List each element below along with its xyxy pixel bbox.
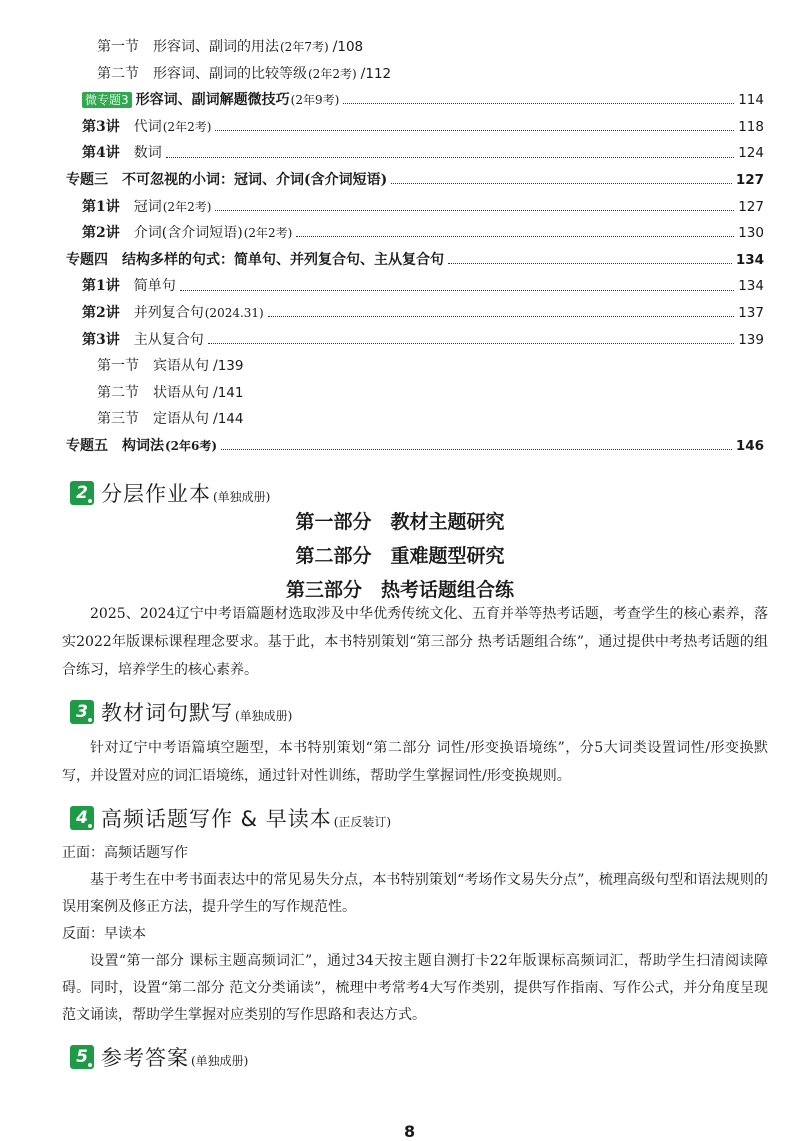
dot-leader — [166, 156, 734, 158]
toc-entry — [62, 87, 764, 114]
toc-entry-label — [97, 34, 279, 61]
toc-entry — [62, 140, 764, 167]
section-number-badge — [70, 806, 94, 830]
toc-entry-label — [82, 140, 162, 167]
toc-entry-label — [97, 61, 307, 88]
badge-number: 5 — [76, 1047, 88, 1067]
page-separator: / — [213, 384, 218, 401]
lecture-number: 第3讲 — [82, 118, 120, 135]
toc-entry-title: 专题四 结构多样的句式：简单句、并列复合句、主从复合句 — [66, 251, 444, 268]
badge-number: 4 — [76, 808, 88, 828]
toc-page-number: 130 — [738, 225, 764, 242]
lecture-number: 第2讲 — [82, 304, 120, 321]
toc-page-number: 146 — [735, 437, 764, 454]
toc-entry-title: 介词(含介词短语) — [133, 225, 243, 242]
toc-entry-note: (2年9考) — [290, 93, 340, 108]
paragraph: 设置“第一部分 课标主题高频词汇”，通过34天按主题自测打卡22年版课标高频词汇，帮助学生扫清阅读障碍。同时，设置“第二部分 范文分类诵读”，梳理中考常考4大写作类别，提供写作指南、写作公式，并分角度呈现范文诵读，帮助学生掌握对应类别的写作思路和表达方式。 — [62, 953, 768, 1023]
toc-entry — [62, 167, 764, 194]
toc-entry — [62, 300, 764, 327]
toc-entry-title: 专题五 构词法 — [66, 437, 164, 454]
toc-page-number: 134 — [738, 278, 764, 295]
toc-entry — [62, 380, 764, 407]
dot-leader — [296, 235, 734, 237]
toc-entry-label — [82, 87, 290, 114]
toc-entry-note: (2年2考) — [243, 226, 293, 241]
section-title: 教材词句默写 — [101, 701, 233, 725]
section-title: 参考答案 — [101, 1046, 189, 1070]
section-heading-5 — [70, 1042, 248, 1072]
toc-entry-title: 并列复合句 — [133, 304, 204, 321]
lecture-number: 第1讲 — [82, 198, 120, 215]
toc-entry — [62, 34, 764, 61]
toc-entry-title: 代词 — [133, 118, 162, 135]
toc-entry-label — [66, 247, 444, 274]
toc-entry — [62, 353, 764, 380]
toc-page-number: 139 — [217, 358, 244, 375]
toc-page-number: 108 — [337, 39, 364, 55]
toc-entry — [62, 327, 764, 354]
badge-number: 2 — [76, 483, 88, 503]
toc-entry — [62, 406, 764, 433]
toc-entry-label — [82, 273, 176, 300]
toc-entry-title: 第三节 定语从句 — [97, 411, 209, 428]
toc-entry-label — [82, 300, 204, 327]
part-title: 第一部分 教材主题研究 — [295, 511, 505, 533]
dot-leader — [268, 315, 734, 317]
toc-entry — [62, 247, 764, 274]
toc-entry — [62, 194, 764, 221]
toc-entry-title: 第二节 形容词、副词的比较等级 — [97, 65, 307, 82]
section-number-badge — [70, 1045, 94, 1069]
toc-page-number: 141 — [217, 384, 244, 401]
toc-entry-label — [82, 194, 162, 221]
dot-leader — [343, 102, 734, 104]
page-separator: / — [213, 411, 218, 428]
micro-topic-tag: 微专题3 — [82, 92, 132, 108]
back-subheading: 反面：早读本 — [62, 926, 146, 942]
lecture-number: 第1讲 — [82, 278, 120, 295]
toc-page-number: 139 — [738, 331, 764, 348]
page-number: 8 — [404, 1122, 416, 1141]
toc-entry-label — [97, 406, 209, 433]
lecture-number: 第4讲 — [82, 145, 120, 162]
toc-page-number: 144 — [217, 411, 244, 428]
toc-page-number: 137 — [738, 304, 764, 321]
toc-entry-note: (2年7考) — [280, 40, 329, 54]
toc-entry-label — [66, 433, 164, 460]
lecture-number: 第3讲 — [82, 331, 120, 348]
toc-entry-title: 形容词、副词解题微技巧 — [135, 92, 290, 109]
section-title: 分层作业本 — [101, 482, 211, 506]
toc-entry — [62, 61, 764, 88]
toc-entry-note: (2024.31) — [204, 305, 264, 320]
toc-entry-label — [97, 353, 209, 380]
section-heading-4 — [70, 803, 391, 833]
toc-entry-label — [97, 380, 209, 407]
toc-entry-title: 第一节 形容词、副词的用法 — [97, 39, 279, 55]
front-subheading: 正面：高频话题写作 — [62, 845, 188, 861]
paragraph: 基于考生在中考书面表达中的常见易失分点，本书特别策划“考场作文易失分点”，梳理高级句型和语法规则的误用案例及修正方法，提升学生的写作规范性。 — [62, 872, 768, 915]
toc-entry-title: 专题三 不可忽视的小词：冠词、介词(含介词短语) — [66, 171, 388, 188]
toc-entry-note: (2年2考) — [308, 66, 357, 81]
toc-entry-note: (2年6考) — [165, 438, 218, 453]
toc-page-number: 112 — [365, 65, 392, 82]
toc-entry — [62, 273, 764, 300]
page-separator: / — [213, 358, 218, 375]
section-heading-2 — [70, 478, 270, 508]
toc-entry-title: 简单句 — [133, 278, 176, 295]
toc-entry-title: 第一节 宾语从句 — [97, 358, 209, 375]
parts-list — [0, 505, 800, 607]
part-title: 第三部分 热考话题组合练 — [285, 579, 514, 601]
section-title: 高频话题写作 & 早读本 — [101, 807, 332, 831]
section-number-badge — [70, 700, 94, 724]
toc-page-number: 118 — [738, 118, 764, 135]
section-subtitle: (正反装订) — [333, 814, 392, 829]
dot-leader — [208, 342, 734, 344]
dot-leader — [215, 129, 734, 131]
toc-page-number: 127 — [735, 171, 764, 188]
dot-leader — [215, 209, 734, 211]
toc-page-number: 124 — [738, 145, 764, 162]
toc-entry-note: (2年2考) — [162, 199, 212, 214]
page-separator: / — [360, 65, 366, 82]
dot-leader — [391, 182, 732, 184]
paragraph: 针对辽宁中考语篇填空题型，本书特别策划“第二部分 词性/形变换语境练”，分5大词类设置词性/形变换默写，并设置对应的词汇语境练，通过针对性训练，帮助学生掌握词性/形变换规则。 — [62, 740, 768, 784]
dot-leader — [180, 289, 734, 291]
toc-entry-title: 冠词 — [133, 198, 162, 215]
dot-leader — [221, 448, 732, 450]
section-3-description — [62, 734, 768, 790]
toc-entry — [62, 433, 764, 460]
toc-page-number: 134 — [735, 251, 764, 268]
toc-entry-title: 第二节 状语从句 — [97, 384, 209, 401]
toc-entry-label — [82, 220, 243, 247]
badge-number: 3 — [76, 702, 88, 722]
toc-entry-label — [66, 167, 387, 194]
table-of-contents — [62, 34, 764, 460]
section-heading-3 — [70, 697, 292, 727]
section-subtitle: (单独成册) — [191, 1053, 249, 1068]
toc-entry — [62, 220, 764, 247]
section-number-badge — [70, 481, 94, 505]
toc-page-number: 127 — [738, 198, 764, 215]
paragraph: 2025、2024辽宁中考语篇题材选取涉及中华优秀传统文化、五育并举等热考话题，考查学生的核心素养，落实2022年版课标课程理念要求。基于此，本书特别策划“第三部分 热考话题组合练”，通过提供中考热考话题的组合练习，培养学生的核心素养。 — [62, 606, 768, 678]
lecture-number: 第2讲 — [82, 225, 120, 242]
section-subtitle: (单独成册) — [235, 708, 293, 723]
toc-entry-title: 数词 — [133, 145, 162, 162]
toc-entry-label — [82, 327, 204, 354]
toc-entry — [62, 114, 764, 141]
dot-leader — [448, 262, 732, 264]
section-4-description — [62, 840, 768, 1029]
part-title: 第二部分 重难题型研究 — [295, 545, 505, 567]
section-subtitle: (单独成册) — [213, 489, 271, 504]
toc-page-number: 114 — [738, 92, 764, 109]
toc-entry-label — [82, 114, 162, 141]
toc-entry-note: (2年2考) — [162, 119, 212, 134]
page-separator: / — [332, 39, 338, 55]
toc-entry-title: 主从复合句 — [133, 331, 204, 348]
section-2-description — [62, 600, 768, 684]
